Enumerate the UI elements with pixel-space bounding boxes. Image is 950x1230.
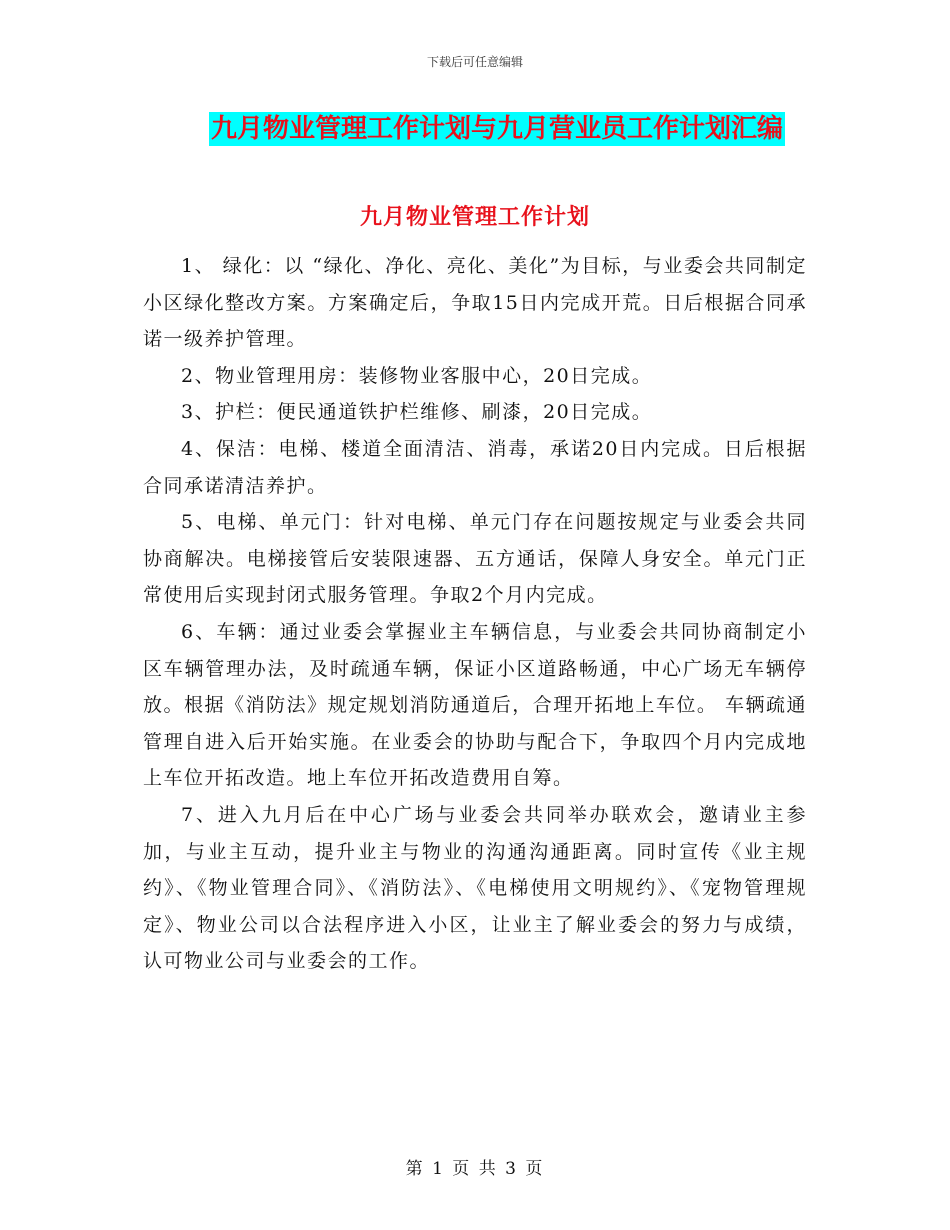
paragraph-item-1: 1、 绿化：以 “绿化、净化、亮化、美化”为目标，与业委会共同制定小区绿化整改方案。方案确定后，争取15日内完成开荒。日后根据合同承诺一级养护管理。 — [143, 255, 807, 351]
paragraph-item-7: 7、进入九月后在中心广场与业委会共同举办联欢会，邀请业主参加，与业主互动，提升业主与物业的沟通沟通距离。同时宣传《业主规约》、《物业管理合同》、《消防法》、《电梯使用文明规约》、《宠物管理规定》、物业公司以合法程序进入小区，让业主了解业委会的努力与成绩，认可物业公司与业委会的工作。 — [143, 803, 807, 973]
document-title-container — [0, 112, 950, 146]
header-note: 下载后可任意编辑 — [426, 55, 523, 69]
paragraph-item-2: 2、物业管理用房：装修物业客服中心，20日完成。 — [181, 364, 653, 387]
paragraph-item-6: 6、车辆：通过业委会掌握业主车辆信息，与业委会共同协商制定小区车辆管理办法，及时疏通车辆，保证小区道路畅通，中心广场无车辆停放。根据《消防法》规定规划消防通道后，合理开拓地上车位。 车辆疏通管理自进入后开始实施。在业委会的协助与配合下，争取四个月内完成地上车位开拓改造。地上车位开拓改造费用自筹。 — [143, 620, 807, 790]
document-body — [143, 248, 807, 980]
section-title: 九月物业管理工作计划 — [359, 204, 590, 230]
paragraph-item-5: 5、电梯、单元门：针对电梯、单元门存在问题按规定与业委会共同协商解决。电梯接管后安装限速器、五方通话，保障人身安全。单元门正常使用后实现封闭式服务管理。争取2个月内完成。 — [143, 511, 807, 607]
page-footer: 第 1 页 共 3 页 — [405, 1159, 545, 1179]
paragraph-item-4: 4、保洁：电梯、楼道全面清洁、消毒，承诺20日内完成。日后根据合同承诺清洁养护。 — [143, 437, 807, 497]
paragraph-item-3: 3、护栏：便民通道铁护栏维修、刷漆，20日完成。 — [181, 401, 653, 424]
document-title: 九月物业管理工作计划与九月营业员工作计划汇编 — [210, 114, 783, 144]
